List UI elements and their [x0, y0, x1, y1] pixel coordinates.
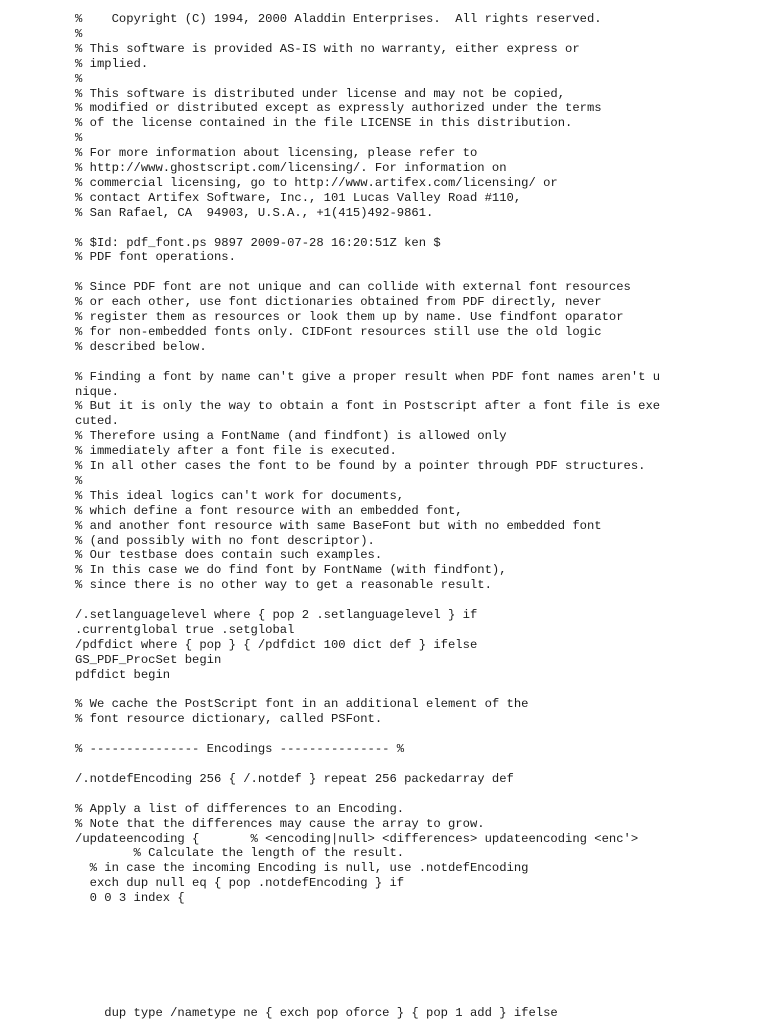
code-line: % register them as resources or look them up by name. Use findfont oparator [75, 310, 624, 324]
code-line: exch dup null eq { pop .notdefEncoding } if [75, 876, 405, 891]
code-line: nique. [75, 384, 119, 399]
code-line: % modified or distributed except as expressly authorized under the terms [75, 101, 602, 116]
code-line: % Our testbase does contain such examples. [75, 548, 383, 563]
code-line: /updateencoding { % <encoding|null> <differences> updateencoding <enc'> [75, 831, 639, 846]
code-line: % This software is provided AS-IS with no warranty, either express or [75, 41, 580, 56]
code-line: % of the license contained in the file LICENSE in this distribution. [75, 116, 573, 131]
code-line: % In this case we do find font by FontName (with findfont), [75, 563, 507, 578]
code-line: /.setlanguagelevel where { pop 2 .setlanguagelevel } if [75, 608, 478, 622]
code-line: % contact Artifex Software, Inc., 101 Lucas Valley Road #110, [75, 190, 522, 205]
code-line: % PDF font operations. [75, 250, 236, 265]
code-line: % San Rafael, CA 94903, U.S.A., +1(415)492-9861. [75, 205, 434, 220]
code-line: % Calculate the length of the result. [75, 846, 405, 861]
code-line: % in case the incoming Encoding is null, use .notdefEncoding [75, 861, 529, 876]
code-line: % Since PDF font are not unique and can collide with external font resources [75, 280, 631, 295]
code-line: .currentglobal true .setglobal [75, 622, 295, 637]
code-line: pdfdict begin [75, 667, 171, 682]
code-line: % In all other cases the font to be found by a pointer through PDF structures. [75, 459, 646, 473]
code-line: % $Id: pdf_font.ps 9897 2009-07-28 16:20:51Z ken $ [75, 235, 441, 250]
code-line: % [75, 26, 83, 41]
code-line: % for non-embedded fonts only. CIDFont resources still use the old logic [75, 324, 602, 339]
code-line: % Finding a font by name can't give a proper result when PDF font names aren't u [75, 369, 661, 384]
code-line: % and another font resource with same BaseFont but with no embedded font [75, 518, 602, 533]
code-line: % [75, 131, 83, 146]
code-line: % (and possibly with no font descriptor). [75, 533, 375, 548]
code-line: % Apply a list of differences to an Encoding. [75, 801, 405, 816]
code-line: % Therefore using a FontName (and findfont) is allowed only [75, 429, 507, 444]
code-line: % For more information about licensing, please refer to [75, 146, 478, 161]
code-line-trailing: dup type /nametype ne { exch pop oforce } { pop 1 add } ifelse [75, 1006, 558, 1020]
code-line: % But it is only the way to obtain a font in Postscript after a font file is exe [75, 399, 661, 414]
code-line: % implied. [75, 56, 149, 71]
code-line: % [75, 473, 83, 488]
code-line: GS_PDF_ProcSet begin [75, 652, 222, 667]
code-line: % commercial licensing, go to http://www.artifex.com/licensing/ or [75, 175, 558, 190]
code-line: % Copyright (C) 1994, 2000 Aladdin Enterprises. All rights reserved. [75, 12, 602, 26]
code-line: /.notdefEncoding 256 { /.notdef } repeat 256 packedarray def [75, 771, 514, 786]
code-line: % since there is no other way to get a reasonable result. [75, 578, 492, 593]
code-line: % This ideal logics can't work for documents, [75, 488, 405, 503]
code-line: 0 0 3 index { [75, 891, 185, 906]
code-line: % which define a font resource with an embedded font, [75, 503, 463, 518]
code-line: % This software is distributed under license and may not be copied, [75, 86, 566, 101]
code-line: % --------------- Encodings --------------- % [75, 742, 405, 757]
code-line: % font resource dictionary, called PSFont. [75, 712, 383, 727]
code-line: % described below. [75, 339, 207, 354]
code-line: % We cache the PostScript font in an additional element of the [75, 697, 529, 712]
code-line: % Note that the differences may cause the array to grow. [75, 816, 485, 831]
code-line: % [75, 71, 83, 86]
code-line: % or each other, use font dictionaries obtained from PDF directly, never [75, 295, 602, 310]
code-line: cuted. [75, 414, 119, 429]
code-line: % immediately after a font file is executed. [75, 444, 397, 459]
code-line: /pdfdict where { pop } { /pdfdict 100 dict def } ifelse [75, 637, 478, 652]
code-line: % http://www.ghostscript.com/licensing/. For information on [75, 161, 507, 175]
